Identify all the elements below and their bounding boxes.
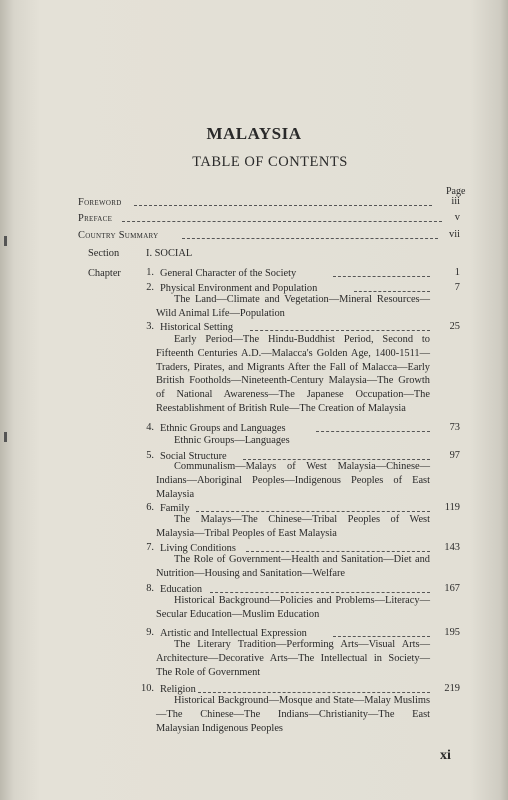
entry-page: iii — [451, 196, 460, 207]
chapter-title: Religion — [160, 684, 196, 695]
entry-label: Country Summary — [78, 230, 159, 241]
dot-leader — [122, 221, 442, 222]
section-title: I. SOCIAL — [146, 248, 193, 259]
chapter-description-text: The Literary Tradition—Performing Arts—Visual Arts—Architecture—Decorative Arts—The Intellectual in Society—The Role of Government — [156, 639, 430, 678]
chapter-number: 4. — [146, 422, 154, 433]
chapter-description-text: Early Period—The Hindu-Buddhist Period, Second to Fifteenth Centuries A.D.—Malacca's Golden Age, 1400-1511—Traders, Pirates, and Migrants After the Fall of Malacca—Early British Footholds—Nineteenth-Century Malaysia—The Growth of National Awareness—The Japanese Occupation—The Reestablishment of British Rule—The Creation of Malaysia — [156, 334, 430, 414]
chapter-title: Living Conditions — [160, 543, 236, 554]
chapter-description — [156, 460, 430, 501]
chapter-number: 10. — [141, 683, 154, 694]
dot-leader — [198, 692, 430, 693]
chapter-description — [156, 513, 430, 541]
chapter-description — [156, 694, 430, 735]
chapter-title: Physical Environment and Population — [160, 283, 318, 294]
chapter-page: 7 — [454, 282, 460, 293]
entry-page: vii — [449, 229, 460, 240]
binding-mark — [4, 432, 7, 442]
dot-leader — [316, 431, 430, 432]
chapter-label: Chapter — [88, 268, 121, 279]
chapter-page: 219 — [444, 683, 460, 694]
page-column-header: Page — [446, 186, 466, 197]
page-title: MALAYSIA — [206, 124, 302, 143]
binding-mark — [4, 236, 7, 246]
section-label: Section — [88, 248, 120, 259]
dot-leader — [333, 276, 430, 277]
page-subtitle: TABLE OF CONTENTS — [192, 154, 348, 170]
page-folio: xi — [440, 748, 451, 763]
chapter-description — [156, 333, 430, 416]
dot-leader — [246, 551, 430, 552]
chapter-page: 119 — [444, 502, 460, 513]
chapter-number: 1. — [146, 267, 154, 278]
dot-leader — [182, 238, 438, 239]
chapter-title: General Character of the Society — [160, 268, 297, 279]
chapter-title: Artistic and Intellectual Expression — [160, 628, 307, 639]
chapter-number: 6. — [146, 502, 154, 513]
dot-leader — [250, 330, 430, 331]
chapter-description — [156, 293, 430, 321]
chapter-number: 5. — [146, 450, 154, 461]
dot-leader — [134, 205, 432, 206]
chapter-page: 1 — [454, 267, 460, 278]
chapter-description-text: Historical Background—Mosque and State—Malay Muslims—The Chinese—The Indians—Christianity—The East Malaysian Indigenous Peoples — [156, 695, 430, 734]
entry-label: Foreword — [78, 197, 122, 208]
dot-leader — [210, 592, 430, 593]
chapter-number: 7. — [146, 542, 154, 553]
dot-leader — [196, 511, 430, 512]
entry-label: Preface — [78, 213, 113, 224]
chapter-description — [156, 434, 430, 448]
chapter-description-text: The Role of Government—Health and Sanitation—Diet and Nutrition—Housing and Sanitation—Welfare — [156, 554, 430, 579]
chapter-page: 167 — [444, 583, 460, 594]
chapter-number: 3. — [146, 321, 154, 332]
chapter-description — [156, 638, 430, 679]
dot-leader — [354, 291, 430, 292]
chapter-title: Historical Setting — [160, 322, 234, 333]
chapter-description — [156, 594, 430, 622]
dot-leader — [333, 636, 430, 637]
chapter-number: 2. — [146, 282, 154, 293]
chapter-title: Ethnic Groups and Languages — [160, 423, 286, 434]
chapter-title: Education — [160, 584, 203, 595]
chapter-page: 73 — [449, 422, 460, 433]
chapter-number: 8. — [146, 583, 154, 594]
chapter-description-text: Communalism—Malays of West Malaysia—Chinese—Indians—Aboriginal Peoples—Indigenous Peoples of East Malaysia — [156, 461, 430, 500]
chapter-page: 195 — [444, 627, 460, 638]
chapter-description-text: Historical Background—Policies and Problems—Literacy—Secular Education—Muslim Education — [156, 595, 430, 620]
chapter-number: 9. — [146, 627, 154, 638]
entry-page: v — [454, 212, 460, 223]
chapter-page: 97 — [449, 450, 460, 461]
chapter-title: Family — [160, 503, 190, 514]
chapter-description-text: The Land—Climate and Vegetation—Mineral Resources—Wild Animal Life—Population — [156, 294, 430, 319]
chapter-title: Social Structure — [160, 451, 227, 462]
chapter-description — [156, 553, 430, 581]
chapter-page: 25 — [449, 321, 460, 332]
chapter-page: 143 — [444, 542, 460, 553]
chapter-description-text: The Malays—The Chinese—Tribal Peoples of West Malaysia—Tribal Peoples of East Malaysia — [156, 514, 430, 539]
chapter-description-text: Ethnic Groups—Languages — [174, 435, 290, 446]
